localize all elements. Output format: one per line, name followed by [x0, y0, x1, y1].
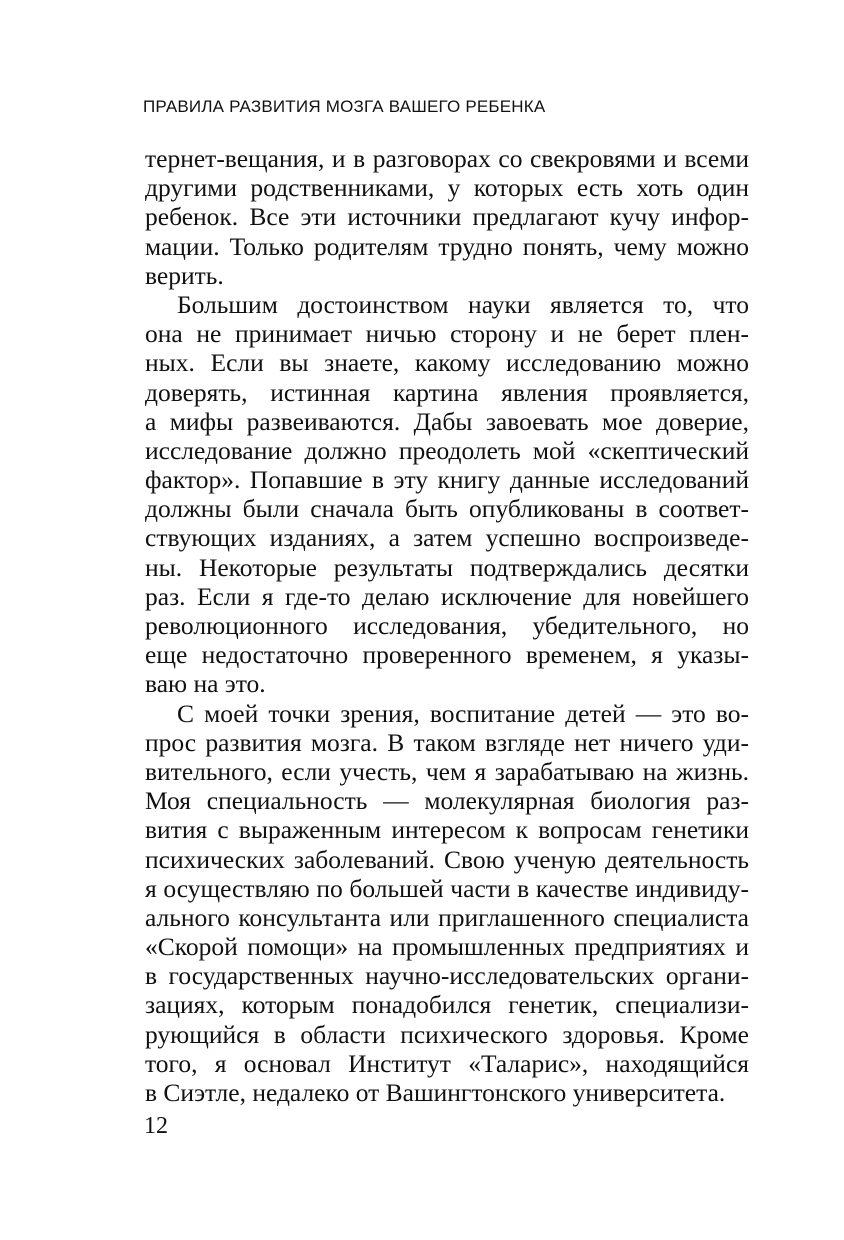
text-line: ваю на это. — [145, 669, 266, 699]
page-number: 12 — [144, 1113, 168, 1139]
text-line: тернет-вещания, и в разговорах со свекровями и всеми — [145, 144, 749, 173]
text-line: другими родственниками, у которых есть хоть один — [145, 173, 749, 203]
text-line: революционного исследования, убедительного, но — [145, 611, 749, 640]
text-line: прос развития мозга. В таком взгляде нет ничего уди- — [145, 727, 749, 757]
text-line: ального консультанта или приглашенного специалиста — [145, 902, 749, 932]
text-line: зациях, которым понадобился генетик, специализи- — [145, 990, 749, 1020]
running-head: ПРАВИЛА РАЗВИТИЯ МОЗГА ВАШЕГО РЕБЕНКА — [143, 97, 546, 116]
text-line: «Скорой помощи» на промышленных предприятиях и — [145, 932, 749, 962]
text-line: еще недостаточно проверенного временем, я указы- — [145, 640, 749, 670]
text-line: в Сиэтле, недалеко от Вашингтонского университета. — [145, 1078, 726, 1107]
text-line: верить. — [145, 260, 224, 290]
text-line: психических заболеваний. Свою ученую деятельность — [145, 844, 749, 874]
text-line: доверять, истинная картина явления проявляется, — [145, 377, 749, 407]
text-line: ны. Некоторые результаты подтверждались десятки — [145, 552, 749, 582]
text-line: рующийся в области психического здоровья. Кроме — [145, 1019, 749, 1049]
text-line: она не принимает ничью сторону и не берет плен- — [145, 319, 749, 349]
text-line: Моя специальность — молекулярная биология раз- — [145, 786, 749, 816]
text-line: раз. Если я где-то делаю исключение для новейшего — [145, 581, 749, 611]
text-line: а мифы развеиваются. Дабы завоевать мое доверие, — [145, 406, 749, 436]
text-line: Большим достоинством науки является то, что — [177, 289, 749, 319]
text-line: того, я основал Институт «Таларис», находящийся — [145, 1048, 749, 1078]
text-line: мации. Только родителям трудно понять, чему можно — [145, 231, 749, 261]
text-line: С моей точки зрения, воспитание детей — это во- — [177, 698, 749, 728]
text-line: ребенок. Все эти источники предлагают кучу инфор- — [145, 202, 749, 232]
text-line: я осуществляю по большей части в качестве индивиду- — [145, 873, 749, 903]
text-line: вития с выраженным интересом к вопросам генетики — [145, 815, 749, 845]
text-line: в государственных научно-исследовательских органи- — [145, 961, 749, 991]
text-line: исследование должно преодолеть мой «скептический — [145, 435, 749, 465]
text-line: должны были сначала быть опубликованы в соответ- — [145, 494, 749, 524]
text-line: вительного, если учесть, чем я зарабатываю на жизнь. — [145, 756, 749, 786]
text-line: фактор». Попавшие в эту книгу данные исследований — [145, 465, 749, 495]
body-text — [145, 144, 749, 1107]
text-line: ствующих изданиях, а затем успешно воспроизведе- — [145, 523, 749, 553]
text-line: ных. Если вы знаете, какому исследованию можно — [145, 348, 749, 378]
